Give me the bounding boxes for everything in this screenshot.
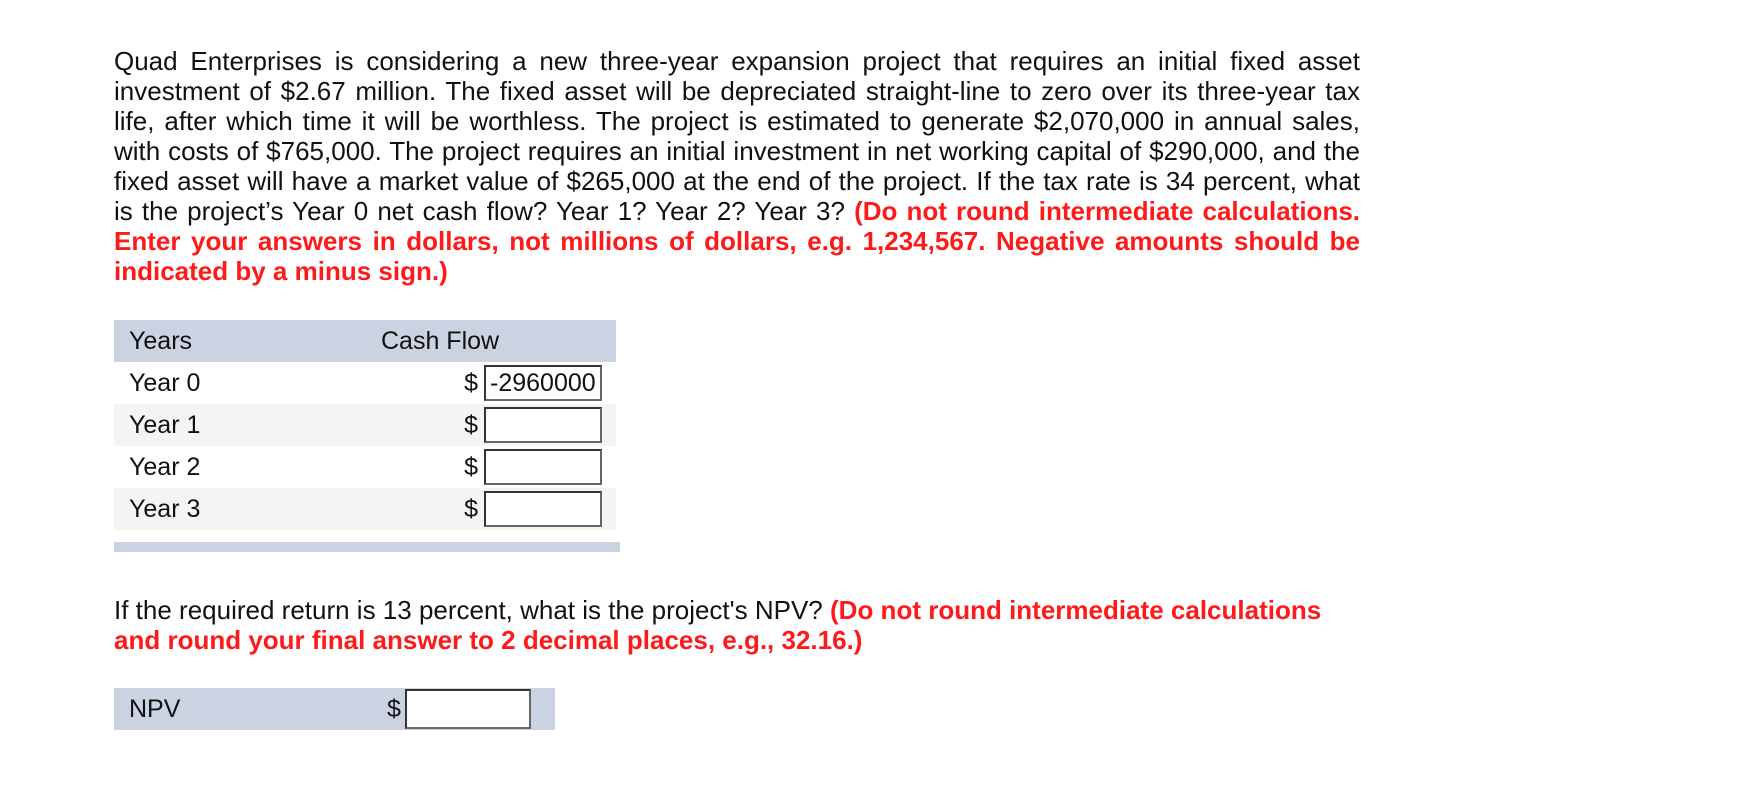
npv-label: NPV	[129, 694, 181, 723]
question-1-text: Quad Enterprises is considering a new three-year expansion project that requires an initial fixed asset investment of $2.67 million. The fixed asset will be depreciated straight-line to zero over its three-year tax life, after which time it will be worthless. The project is estimated to generate $2,070,000 in annual sales, with costs of $765,000. The project requires an initial investment in net working capital of $290,000, and the fixed asset will have a market value of $265,000 at the end of the project. If the tax rate is 34 percent, what is the project’s Year 0 net cash flow? Year 1? Year 2? Year 3?	[114, 46, 1360, 226]
header-years: Years	[129, 326, 193, 355]
cash-flow-cell	[365, 446, 616, 488]
year-label: Year 2	[129, 452, 201, 481]
cash-flow-row-year-1	[114, 404, 616, 446]
cash-flow-row-year-3	[114, 488, 616, 530]
dollar-sign: $	[464, 410, 478, 439]
question-2	[114, 595, 1360, 655]
dollar-sign: $	[464, 452, 478, 481]
question-2-text: If the required return is 13 percent, what is the project's NPV?	[114, 595, 823, 625]
year-2-cash-flow-input[interactable]	[484, 449, 602, 485]
year-label: Year 1	[129, 410, 201, 439]
year-3-cash-flow-input[interactable]	[484, 491, 602, 527]
cash-flow-cell	[365, 362, 616, 404]
cash-flow-table	[114, 320, 616, 530]
header-cash-flow: Cash Flow	[381, 326, 500, 355]
question-2-instruction: (Do not round intermediate calculations and round your final answer to 2 decimal places, e.g., 32.16.)	[114, 595, 1322, 655]
dollar-sign: $	[464, 368, 478, 397]
question-1	[114, 46, 1360, 286]
cash-flow-cell	[365, 404, 616, 446]
question-1-instruction: (Do not round intermediate calculations. Enter your answers in dollars, not millions of dollars, e.g. 1,234,567. Negative amounts should be indicated by a minus sign.)	[114, 196, 1361, 286]
year-1-cash-flow-input[interactable]	[484, 407, 602, 443]
year-label: Year 0	[129, 368, 201, 397]
cash-flow-header-row	[114, 320, 616, 362]
table-footer-bar	[114, 542, 620, 552]
npv-input[interactable]	[405, 689, 531, 729]
year-0-cash-flow-input[interactable]	[484, 365, 602, 401]
cash-flow-cell	[365, 488, 616, 530]
cash-flow-row-year-2	[114, 446, 616, 488]
dollar-sign: $	[387, 694, 401, 723]
year-label: Year 3	[129, 494, 201, 523]
dollar-sign: $	[464, 494, 478, 523]
npv-row	[114, 688, 555, 730]
cash-flow-row-year-0	[114, 362, 616, 404]
